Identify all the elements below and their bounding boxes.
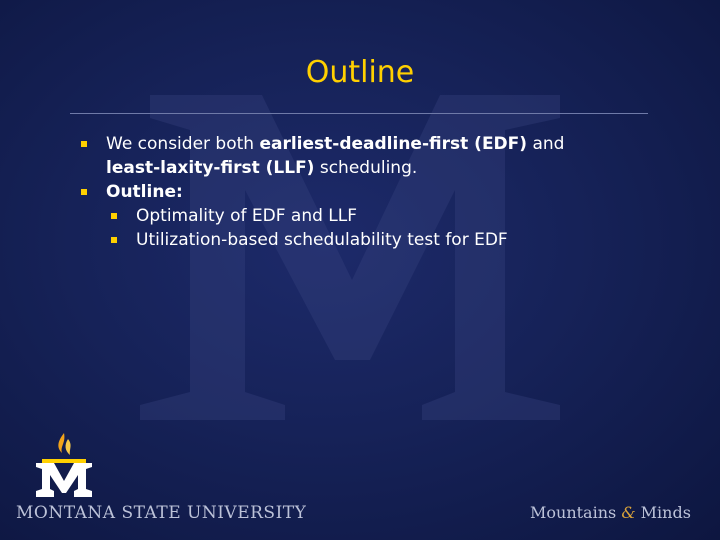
bullet-item (79, 132, 679, 180)
university-name: MONTANA STATE UNIVERSITY (16, 503, 307, 523)
bullet-bold-text: least-laxity-first (LLF) (106, 158, 315, 178)
bullet-bold-text: Outline: (106, 182, 183, 202)
sub-bullet-item (109, 204, 679, 228)
bullet-item (79, 180, 679, 204)
bullet-square-icon (111, 213, 117, 219)
tagline (530, 503, 691, 522)
sub-bullet-text: Utilization-based schedulability test for EDF (136, 230, 508, 250)
msu-logo-icon (24, 431, 104, 501)
bullet-list (79, 132, 679, 252)
tagline-ampersand: & (621, 503, 636, 522)
bullet-text: We consider both (106, 134, 260, 154)
tagline-part-2: Minds (640, 503, 691, 522)
sub-bullet-item (109, 228, 679, 252)
bullet-text: scheduling. (314, 158, 418, 178)
sub-bullet-text: Optimality of EDF and LLF (136, 206, 358, 226)
bullet-square-icon (81, 141, 87, 147)
slide-title: Outline (305, 55, 415, 90)
bullet-square-icon (111, 237, 117, 243)
title-divider (70, 113, 648, 114)
bullet-square-icon (81, 189, 87, 195)
bullet-text: and (527, 134, 565, 154)
bullet-bold-text: earliest-deadline-first (EDF) (259, 134, 528, 154)
tagline-part-1: Mountains (530, 503, 617, 522)
